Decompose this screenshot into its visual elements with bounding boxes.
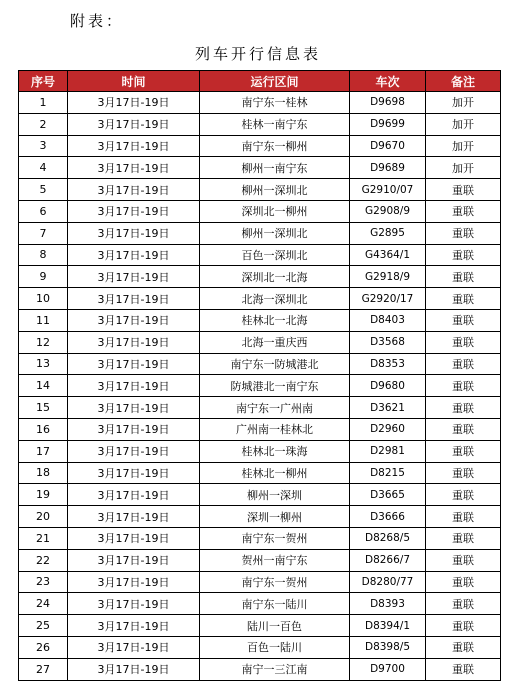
- row-index: 8: [19, 244, 68, 266]
- table-row: [19, 549, 501, 571]
- row-route: 南宁东一贺州: [200, 571, 350, 593]
- table-row: [19, 484, 501, 506]
- row-route: 北海一深圳北: [200, 288, 350, 310]
- row-train-number: D3621: [350, 397, 426, 419]
- row-time: 3月17日-19日: [68, 527, 200, 549]
- table-row: [19, 353, 501, 375]
- row-route: 桂林一南宁东: [200, 113, 350, 135]
- row-index: 12: [19, 331, 68, 353]
- row-route: 百色一深圳北: [200, 244, 350, 266]
- row-route: 贺州一南宁东: [200, 549, 350, 571]
- header-index: 序号: [19, 71, 68, 92]
- row-route: 深圳一柳州: [200, 506, 350, 528]
- row-train-number: G2918/9: [350, 266, 426, 288]
- table-header-row: [19, 71, 501, 92]
- row-remark: 重联: [426, 288, 501, 310]
- row-train-number: D9689: [350, 157, 426, 179]
- row-index: 25: [19, 615, 68, 637]
- header-remark: 备注: [426, 71, 501, 92]
- table-row: [19, 113, 501, 135]
- row-train-number: D3568: [350, 331, 426, 353]
- row-remark: 重联: [426, 593, 501, 615]
- row-route: 深圳北一柳州: [200, 200, 350, 222]
- table-row: [19, 658, 501, 680]
- row-time: 3月17日-19日: [68, 462, 200, 484]
- row-remark: 重联: [426, 484, 501, 506]
- row-train-number: G2920/17: [350, 288, 426, 310]
- table-row: [19, 462, 501, 484]
- row-index: 21: [19, 527, 68, 549]
- row-route: 南宁东一陆川: [200, 593, 350, 615]
- row-index: 18: [19, 462, 68, 484]
- row-index: 15: [19, 397, 68, 419]
- row-time: 3月17日-19日: [68, 135, 200, 157]
- row-index: 1: [19, 92, 68, 114]
- table-row: [19, 222, 501, 244]
- row-remark: 重联: [426, 462, 501, 484]
- header-train-number: 车次: [350, 71, 426, 92]
- row-route: 南宁东一广州南: [200, 397, 350, 419]
- row-train-number: D3665: [350, 484, 426, 506]
- table-row: [19, 593, 501, 615]
- row-route: 南宁东一贺州: [200, 527, 350, 549]
- row-index: 27: [19, 658, 68, 680]
- row-route: 柳州一深圳: [200, 484, 350, 506]
- row-index: 11: [19, 309, 68, 331]
- row-remark: 重联: [426, 636, 501, 658]
- row-index: 10: [19, 288, 68, 310]
- row-route: 南宁东一防城港北: [200, 353, 350, 375]
- row-index: 5: [19, 179, 68, 201]
- row-time: 3月17日-19日: [68, 658, 200, 680]
- row-index: 20: [19, 506, 68, 528]
- table-row: [19, 418, 501, 440]
- row-time: 3月17日-19日: [68, 200, 200, 222]
- row-route: 广州南一桂林北: [200, 418, 350, 440]
- table-row: [19, 179, 501, 201]
- row-remark: 加开: [426, 157, 501, 179]
- appendix-label: 附表：: [70, 12, 125, 30]
- row-train-number: D9680: [350, 375, 426, 397]
- table-row: [19, 244, 501, 266]
- row-train-number: D8398/5: [350, 636, 426, 658]
- row-route: 防城港北一南宁东: [200, 375, 350, 397]
- row-train-number: G4364/1: [350, 244, 426, 266]
- row-time: 3月17日-19日: [68, 222, 200, 244]
- row-remark: 重联: [426, 549, 501, 571]
- row-index: 26: [19, 636, 68, 658]
- row-index: 4: [19, 157, 68, 179]
- row-time: 3月17日-19日: [68, 375, 200, 397]
- row-remark: 重联: [426, 527, 501, 549]
- table-row: [19, 615, 501, 637]
- table-row: [19, 200, 501, 222]
- row-time: 3月17日-19日: [68, 397, 200, 419]
- row-time: 3月17日-19日: [68, 593, 200, 615]
- row-index: 22: [19, 549, 68, 571]
- row-time: 3月17日-19日: [68, 484, 200, 506]
- row-train-number: G2895: [350, 222, 426, 244]
- table-body: [19, 92, 501, 681]
- table-row: [19, 92, 501, 114]
- row-time: 3月17日-19日: [68, 615, 200, 637]
- row-time: 3月17日-19日: [68, 309, 200, 331]
- row-train-number: D8266/7: [350, 549, 426, 571]
- row-remark: 重联: [426, 375, 501, 397]
- row-remark: 重联: [426, 506, 501, 528]
- row-remark: 重联: [426, 309, 501, 331]
- row-remark: 重联: [426, 418, 501, 440]
- row-remark: 重联: [426, 266, 501, 288]
- row-train-number: D8268/5: [350, 527, 426, 549]
- row-train-number: D9670: [350, 135, 426, 157]
- row-train-number: D8353: [350, 353, 426, 375]
- row-train-number: D8403: [350, 309, 426, 331]
- train-info-table: [18, 70, 501, 681]
- row-time: 3月17日-19日: [68, 92, 200, 114]
- row-time: 3月17日-19日: [68, 244, 200, 266]
- table-row: [19, 397, 501, 419]
- row-time: 3月17日-19日: [68, 179, 200, 201]
- row-time: 3月17日-19日: [68, 636, 200, 658]
- table-row: [19, 135, 501, 157]
- row-remark: 重联: [426, 353, 501, 375]
- header-route: 运行区间: [200, 71, 350, 92]
- table-row: [19, 636, 501, 658]
- table-row: [19, 440, 501, 462]
- table-title: 列车开行信息表: [194, 45, 321, 63]
- row-index: 24: [19, 593, 68, 615]
- row-train-number: G2908/9: [350, 200, 426, 222]
- row-time: 3月17日-19日: [68, 440, 200, 462]
- row-route: 深圳北一北海: [200, 266, 350, 288]
- row-route: 南宁东一桂林: [200, 92, 350, 114]
- row-train-number: D8394/1: [350, 615, 426, 637]
- row-time: 3月17日-19日: [68, 266, 200, 288]
- row-index: 14: [19, 375, 68, 397]
- row-route: 柳州一南宁东: [200, 157, 350, 179]
- row-index: 13: [19, 353, 68, 375]
- row-index: 23: [19, 571, 68, 593]
- row-remark: 重联: [426, 179, 501, 201]
- row-train-number: D9700: [350, 658, 426, 680]
- row-remark: 重联: [426, 222, 501, 244]
- row-remark: 重联: [426, 440, 501, 462]
- row-time: 3月17日-19日: [68, 418, 200, 440]
- row-remark: 重联: [426, 615, 501, 637]
- row-train-number: D8215: [350, 462, 426, 484]
- row-train-number: D2981: [350, 440, 426, 462]
- row-route: 桂林北一珠海: [200, 440, 350, 462]
- row-remark: 加开: [426, 135, 501, 157]
- table-row: [19, 309, 501, 331]
- row-time: 3月17日-19日: [68, 331, 200, 353]
- table-row: [19, 157, 501, 179]
- row-route: 百色一陆川: [200, 636, 350, 658]
- row-route: 柳州一深圳北: [200, 222, 350, 244]
- row-index: 16: [19, 418, 68, 440]
- row-time: 3月17日-19日: [68, 157, 200, 179]
- row-remark: 重联: [426, 331, 501, 353]
- table-row: [19, 288, 501, 310]
- row-time: 3月17日-19日: [68, 506, 200, 528]
- row-route: 南宁一三江南: [200, 658, 350, 680]
- row-remark: 重联: [426, 200, 501, 222]
- table-row: [19, 375, 501, 397]
- table-row: [19, 331, 501, 353]
- row-route: 桂林北一北海: [200, 309, 350, 331]
- row-route: 陆川一百色: [200, 615, 350, 637]
- row-train-number: D9699: [350, 113, 426, 135]
- row-remark: 重联: [426, 571, 501, 593]
- header-time: 时间: [68, 71, 200, 92]
- row-route: 北海一重庆西: [200, 331, 350, 353]
- row-index: 3: [19, 135, 68, 157]
- row-remark: 重联: [426, 397, 501, 419]
- row-remark: 重联: [426, 658, 501, 680]
- row-remark: 加开: [426, 113, 501, 135]
- row-time: 3月17日-19日: [68, 549, 200, 571]
- row-index: 2: [19, 113, 68, 135]
- row-train-number: G2910/07: [350, 179, 426, 201]
- table-row: [19, 571, 501, 593]
- table-row: [19, 527, 501, 549]
- row-index: 17: [19, 440, 68, 462]
- row-remark: 加开: [426, 92, 501, 114]
- row-time: 3月17日-19日: [68, 571, 200, 593]
- row-time: 3月17日-19日: [68, 113, 200, 135]
- row-route: 南宁东一柳州: [200, 135, 350, 157]
- row-train-number: D8280/77: [350, 571, 426, 593]
- row-time: 3月17日-19日: [68, 353, 200, 375]
- row-index: 7: [19, 222, 68, 244]
- row-train-number: D3666: [350, 506, 426, 528]
- row-train-number: D8393: [350, 593, 426, 615]
- row-time: 3月17日-19日: [68, 288, 200, 310]
- row-index: 19: [19, 484, 68, 506]
- row-train-number: D9698: [350, 92, 426, 114]
- row-train-number: D2960: [350, 418, 426, 440]
- row-index: 6: [19, 200, 68, 222]
- row-remark: 重联: [426, 244, 501, 266]
- row-route: 柳州一深圳北: [200, 179, 350, 201]
- table-row: [19, 266, 501, 288]
- row-index: 9: [19, 266, 68, 288]
- row-route: 桂林北一柳州: [200, 462, 350, 484]
- table-row: [19, 506, 501, 528]
